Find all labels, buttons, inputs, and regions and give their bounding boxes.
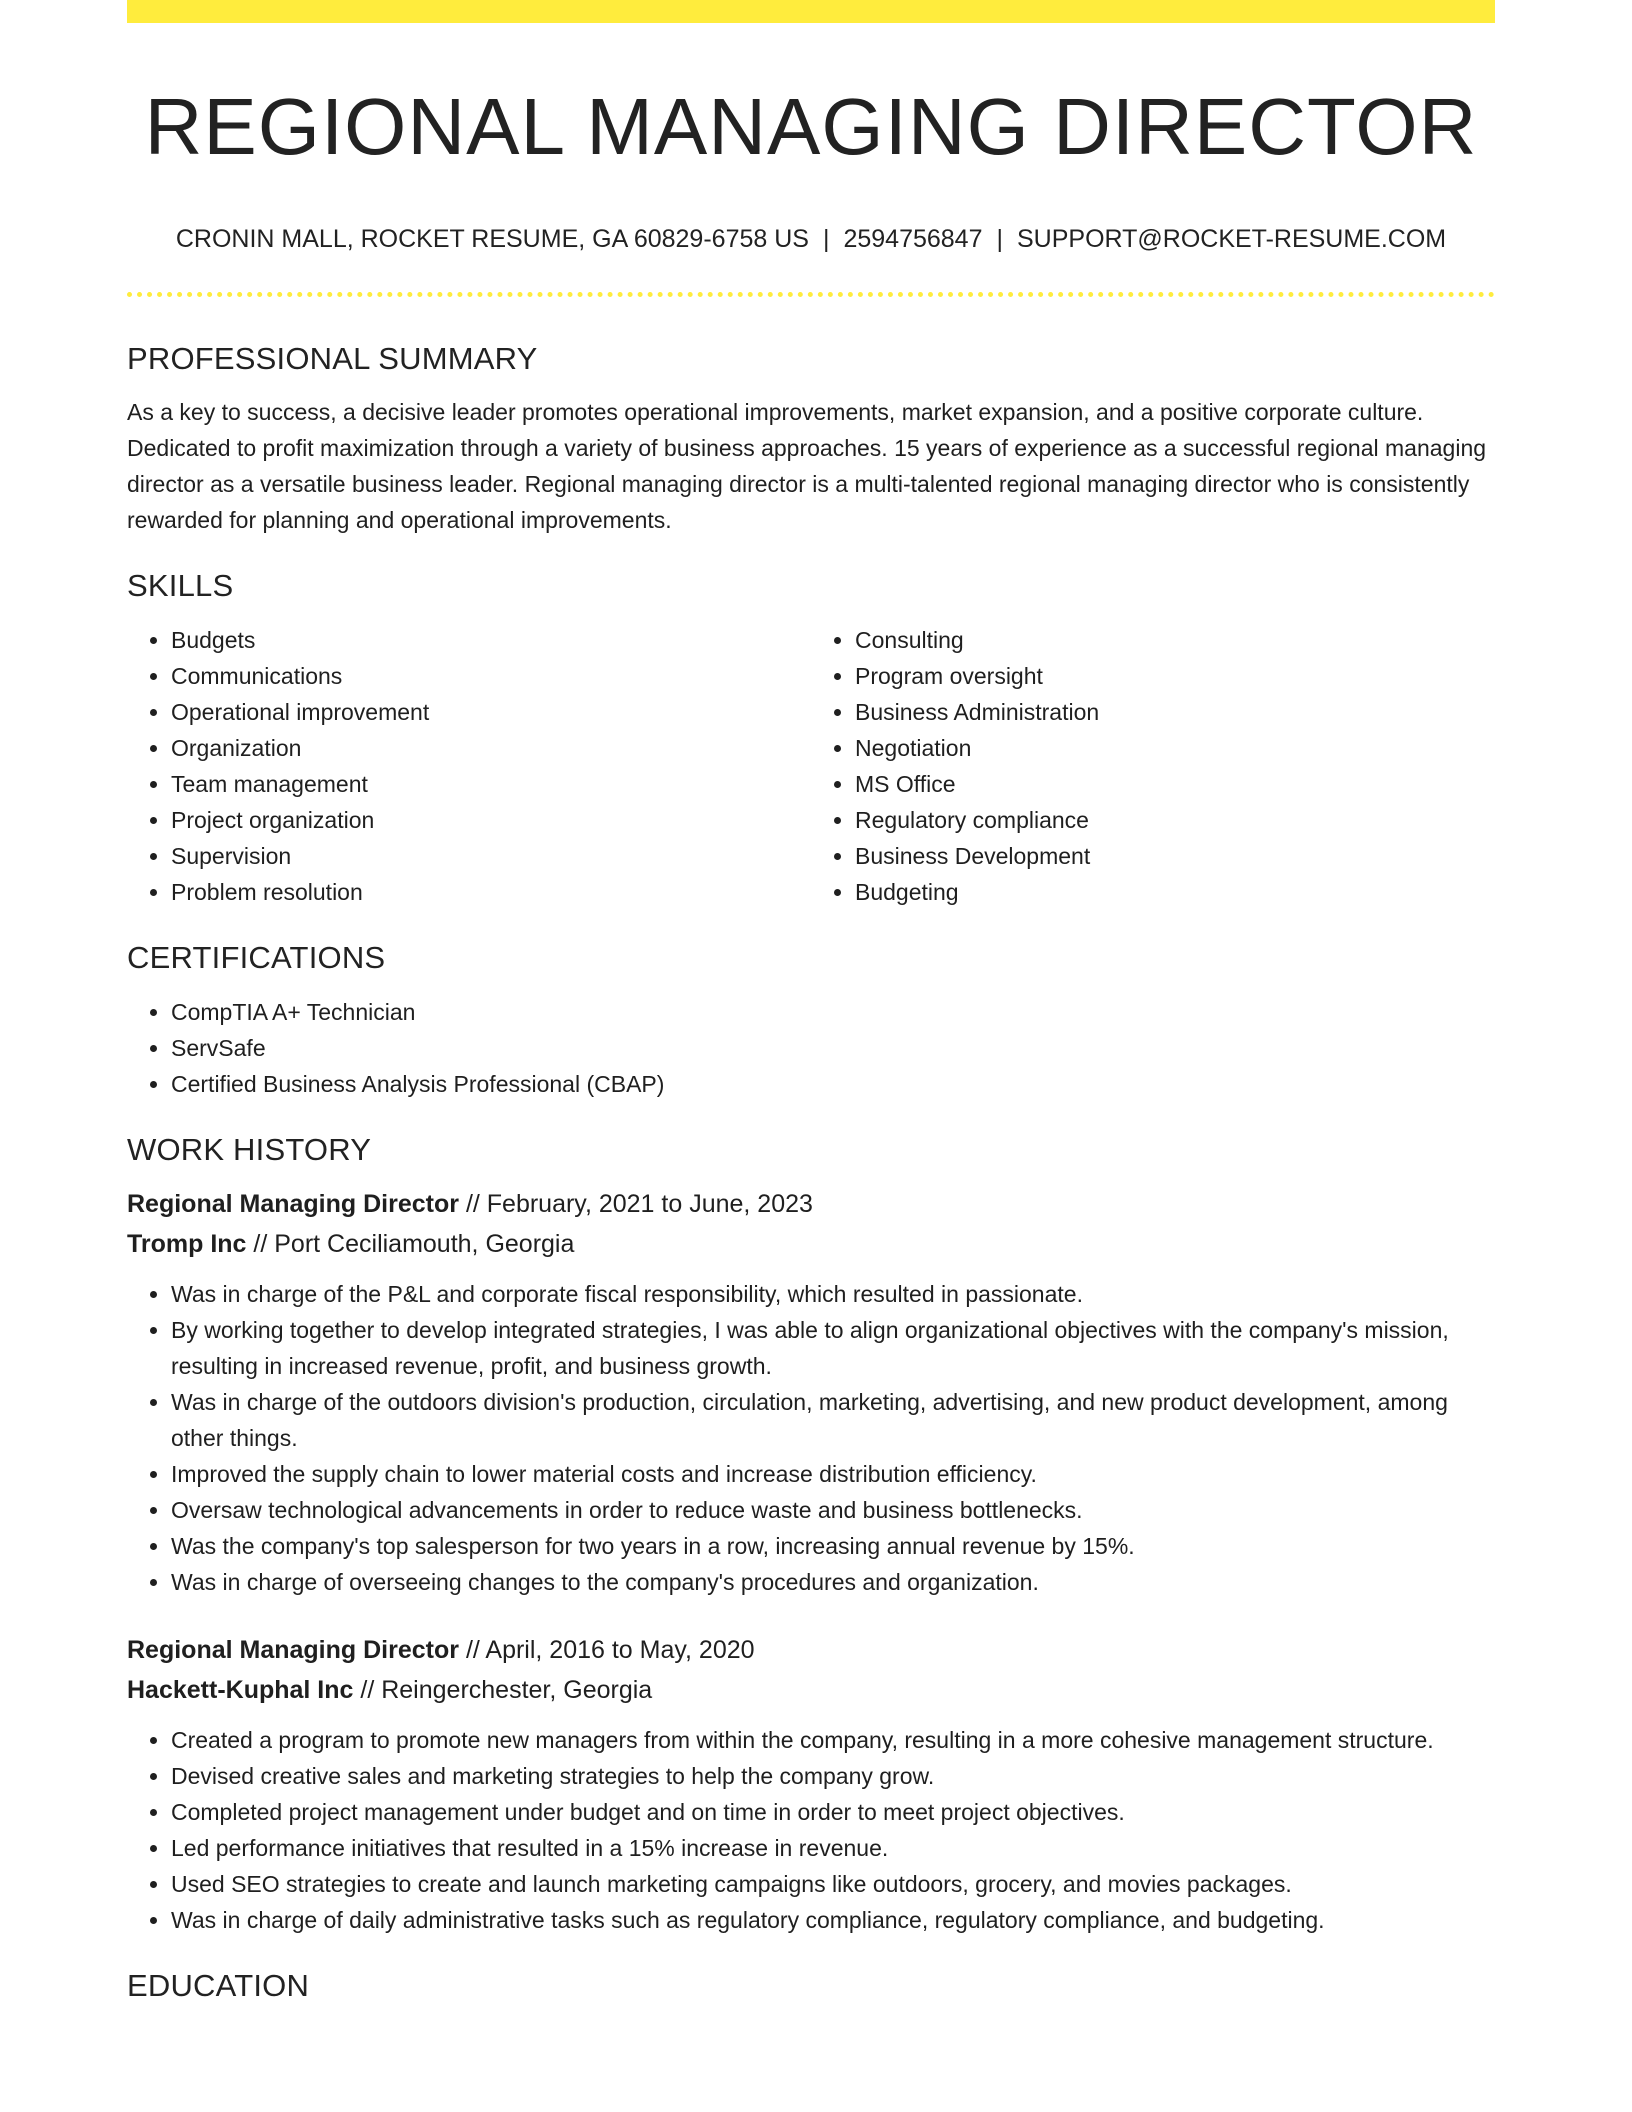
job-bullet: • Created a program to promote new managers from within the company, resulting in a more cohesive management structure. [171, 1722, 1495, 1758]
skill-item: • Operational improvement [171, 694, 811, 730]
certifications-list [127, 994, 1495, 1102]
job-bullet: • Was in charge of the P&L and corporate fiscal responsibility, which resulted in passionate. [171, 1276, 1495, 1312]
job-entry [127, 1184, 1495, 1600]
job-bullet: • Oversaw technological advancements in order to reduce waste and business bottlenecks. [171, 1492, 1495, 1528]
skill-item: • Business Administration [855, 694, 1495, 730]
contact-email: SUPPORT@ROCKET-RESUME.COM [1017, 225, 1447, 253]
summary-text: As a key to success, a decisive leader promotes operational improvements, market expansion, and a positive corporate culture. Dedicated to profit maximization through a variety of business approaches. 15 years of experience as a successful regional managing director as a versatile business leader. Regional managing director is a multi-talented regional managing director who is consistently rewarded for planning and operational improvements. [127, 399, 1487, 533]
certification-item: • CompTIA A+ Technician [171, 994, 1495, 1030]
job-bullets [127, 1276, 1495, 1600]
certification-item: • ServSafe [171, 1030, 1495, 1066]
skill-item: • Problem resolution [171, 874, 811, 910]
job-bullet: • Completed project management under budget and on time in order to meet project objectives. [171, 1794, 1495, 1830]
job-title-line [127, 1630, 1495, 1670]
job-bullet: • Devised creative sales and marketing strategies to help the company grow. [171, 1758, 1495, 1794]
contact-address: CRONIN MALL, ROCKET RESUME, GA 60829-6758 US [175, 225, 809, 253]
job-dates: // February, 2021 to June, 2023 [465, 1190, 813, 1218]
job-bullet: • Led performance initiatives that resulted in a 15% increase in revenue. [171, 1830, 1495, 1866]
certification-item: • Certified Business Analysis Professional (CBAP) [171, 1066, 1495, 1102]
job-bullet: • Improved the supply chain to lower material costs and increase distribution efficiency. [171, 1456, 1495, 1492]
job-bullets [127, 1722, 1495, 1938]
resume-title: REGIONAL MANAGING DIRECTOR [144, 82, 1478, 171]
contact-line [127, 225, 1495, 254]
job-location: // Reingerchester, Georgia [360, 1676, 653, 1704]
job-role: Regional Managing Director [127, 1636, 459, 1664]
skills-list-right [811, 622, 1495, 910]
skills-list-left [127, 622, 811, 910]
skill-item: • Project organization [171, 802, 811, 838]
job-dates: // April, 2016 to May, 2020 [465, 1636, 755, 1664]
job-company: Hackett-Kuphal Inc [127, 1676, 354, 1704]
job-bullet: • Was in charge of daily administrative tasks such as regulatory compliance, regulatory compliance, and budgeting. [171, 1902, 1495, 1938]
skill-item: • Negotiation [855, 730, 1495, 766]
skill-item: • Budgets [171, 622, 811, 658]
skill-item: • Communications [171, 658, 811, 694]
work-history-heading: WORK HISTORY [127, 1132, 372, 1167]
skill-item: • Program oversight [855, 658, 1495, 694]
job-bullet: • Was in charge of overseeing changes to the company's procedures and organization. [171, 1564, 1495, 1600]
contact-separator: | [822, 225, 830, 253]
job-bullet: • Was in charge of the outdoors division's production, circulation, marketing, advertising, and new product development, among other things. [171, 1384, 1495, 1456]
dotted-divider [127, 292, 1495, 297]
job-title-line [127, 1184, 1495, 1224]
contact-separator: | [996, 225, 1003, 253]
skill-item: • Team management [171, 766, 811, 802]
job-bullet: • By working together to develop integrated strategies, I was able to align organizational objectives with the company's mission, resulting in increased revenue, profit, and business growth. [171, 1312, 1495, 1384]
skill-item: • Business Development [855, 838, 1495, 874]
job-company-line [127, 1224, 1495, 1264]
job-entry [127, 1630, 1495, 1938]
job-company: Tromp Inc [127, 1230, 247, 1258]
skill-item: • Supervision [171, 838, 811, 874]
resume-page [127, 0, 1495, 2004]
education-heading: EDUCATION [127, 1968, 310, 2003]
certifications-heading: CERTIFICATIONS [127, 940, 386, 975]
job-location: // Port Ceciliamouth, Georgia [253, 1230, 575, 1258]
skills-grid [127, 622, 1495, 910]
summary-heading: PROFESSIONAL SUMMARY [127, 341, 538, 376]
contact-phone: 2594756847 [843, 225, 983, 253]
job-bullet: • Used SEO strategies to create and launch marketing campaigns like outdoors, grocery, and movies packages. [171, 1866, 1495, 1902]
top-accent-bar [127, 0, 1495, 23]
job-bullet: • Was the company's top salesperson for two years in a row, increasing annual revenue by 15%. [171, 1528, 1495, 1564]
skills-heading: SKILLS [127, 568, 234, 603]
job-role: Regional Managing Director [127, 1190, 459, 1218]
skill-item: • Organization [171, 730, 811, 766]
skill-item: • MS Office [855, 766, 1495, 802]
skill-item: • Consulting [855, 622, 1495, 658]
job-company-line [127, 1670, 1495, 1710]
skill-item: • Regulatory compliance [855, 802, 1495, 838]
skill-item: • Budgeting [855, 874, 1495, 910]
